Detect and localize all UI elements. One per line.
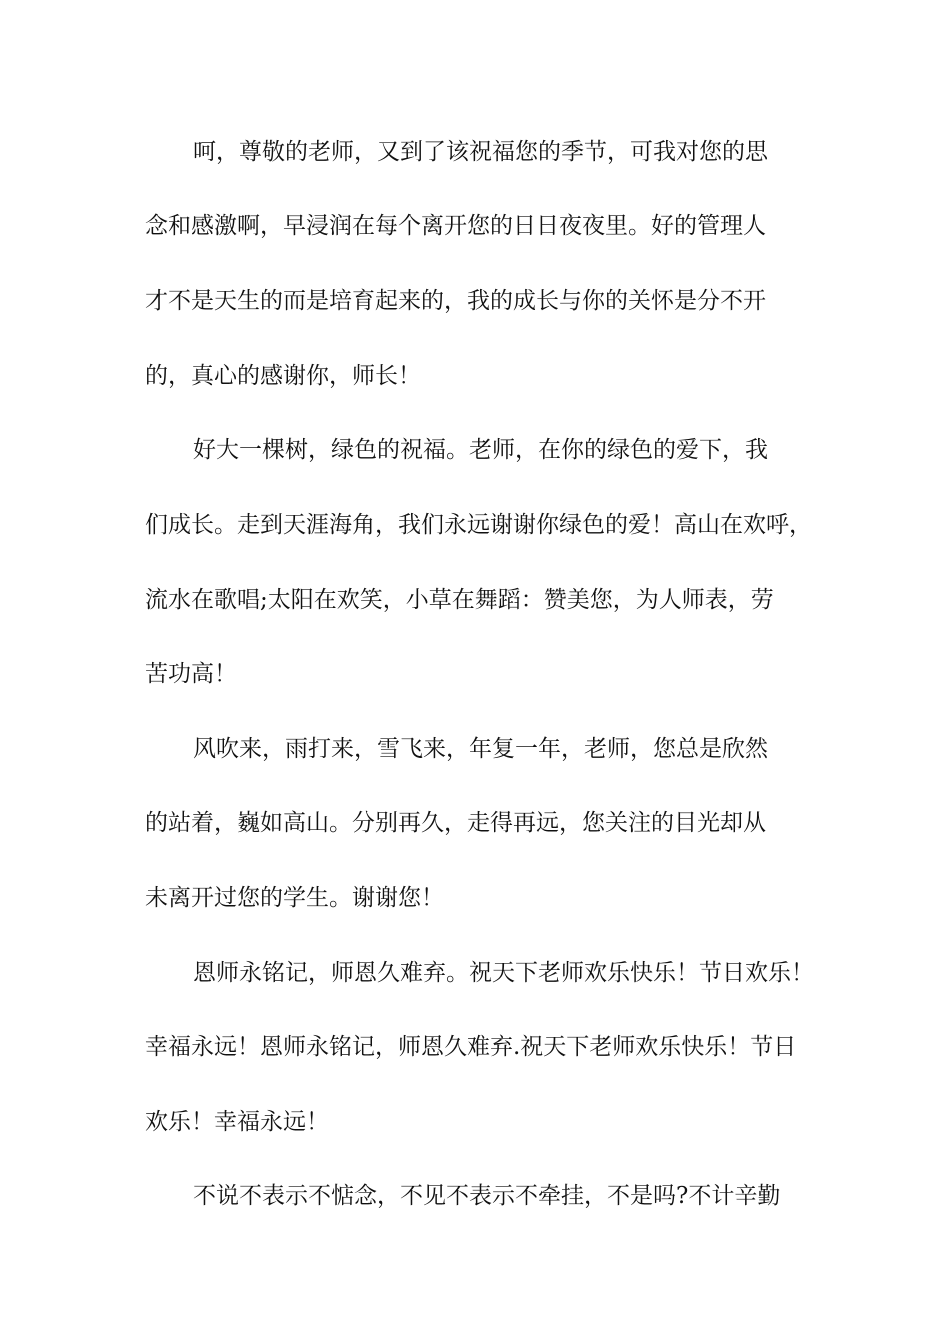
text-line: 的站着，巍如高山。分别再久，走得再远，您关注的目光却从: [145, 810, 766, 836]
text-line: 呵，尊敬的老师，又到了该祝福您的季节，可我对您的思: [193, 139, 768, 165]
text-line: 幸福永远！恩师永铭记，师恩久难弃.祝天下老师欢乐快乐！节日: [145, 1034, 797, 1060]
text-line: 们成长。走到天涯海角，我们永远谢谢你绿色的爱！高山在欢呼，: [145, 512, 812, 538]
text-line: 不说不表示不惦念，不见不表示不牵挂，不是吗?不计辛勤: [193, 1183, 781, 1209]
text-line: 未离开过您的学生。谢谢您！: [145, 885, 444, 911]
text-line: 风吹来，雨打来，雪飞来，年复一年，老师，您总是欣然: [193, 736, 768, 762]
text-line: 流水在歌唱;太阳在欢笑，小草在舞蹈：赞美您，为人师表，劳: [145, 587, 774, 613]
text-line: 欢乐！幸福永远！: [145, 1109, 329, 1135]
text-line: 的，真心的感谢你，师长！: [145, 363, 421, 389]
text-line: 念和感激啊，早浸润在每个离开您的日日夜夜里。好的管理人: [145, 213, 766, 239]
text-line: 才不是天生的而是培育起来的，我的成长与你的关怀是分不开: [145, 288, 766, 314]
text-line: 好大一棵树，绿色的祝福。老师，在你的绿色的爱下，我: [193, 437, 768, 463]
text-line: 恩师永铭记，师恩久难弃。祝天下老师欢乐快乐！节日欢乐！: [193, 960, 814, 986]
text-line: 苦功高！: [145, 661, 237, 687]
